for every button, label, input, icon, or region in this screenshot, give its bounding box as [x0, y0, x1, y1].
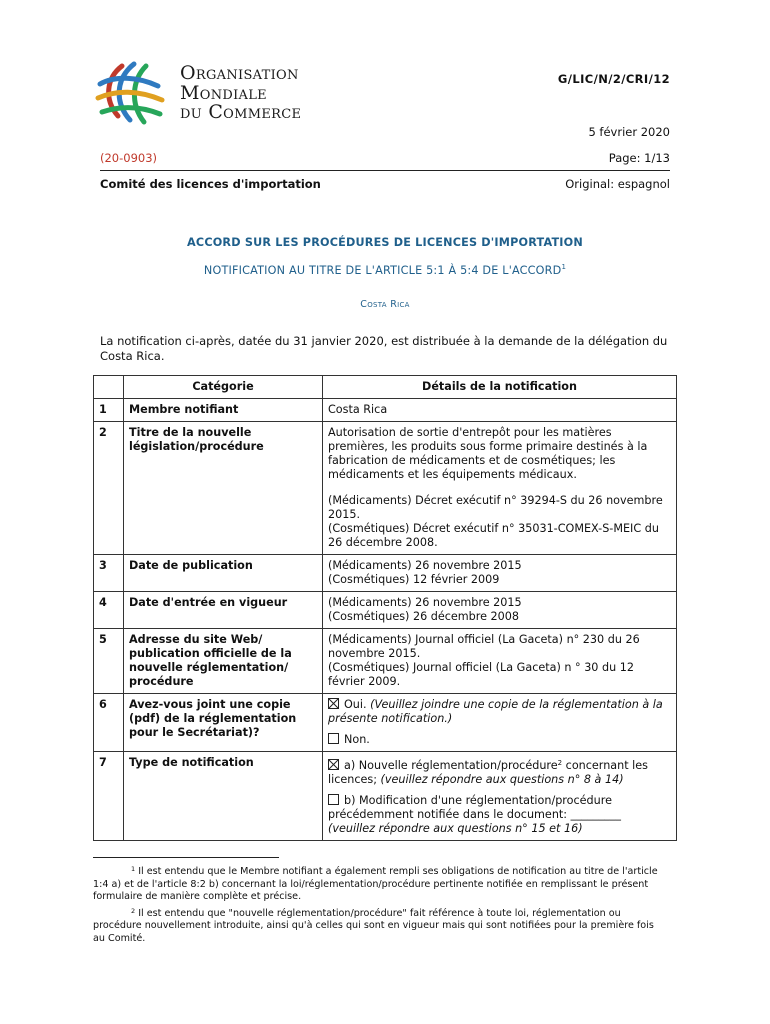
option-yes-label: Oui. — [344, 698, 367, 711]
org-name-line-2: Mondiale — [180, 81, 267, 104]
footnote — [93, 905, 663, 946]
page-number: Page: 1/13 — [608, 151, 670, 165]
checkbox-yes[interactable] — [328, 698, 339, 709]
table-row — [94, 399, 677, 422]
row-details — [323, 752, 677, 841]
detail-text: (Cosmétiques) Journal officiel (La Gaceta) n ° 30 du 12 février 2009. — [328, 661, 634, 688]
footnote-mark: 2 — [131, 906, 136, 915]
detail-text: Costa Rica — [328, 403, 388, 416]
document-symbol: G/LIC/N/2/CRI/12 — [557, 72, 670, 86]
notification-table — [93, 375, 677, 841]
checkbox-no[interactable] — [328, 733, 339, 744]
row-number: 7 — [94, 752, 124, 841]
detail-text: (Cosmétiques) 26 décembre 2008 — [328, 610, 520, 623]
row-number: 6 — [94, 694, 124, 752]
footnote-mark: 1 — [131, 865, 136, 873]
table-header-row — [94, 376, 677, 399]
detail-text: (Médicaments) Journal officiel (La Gaceta) n° 230 du 26 novembre 2015. — [328, 633, 640, 660]
detail-text: (Cosmétiques) Décret exécutif n° 35031-COMEX-S-MEIC du 26 décembre 2008. — [328, 522, 659, 549]
option-a — [328, 756, 671, 787]
row-label: Titre de la nouvelle législation/procédure — [124, 422, 323, 555]
table-row — [94, 629, 677, 694]
option-yes-note: (Veuillez joindre une copie de la réglementation à la présente notification.) — [328, 698, 663, 725]
header-category: Catégorie — [124, 376, 323, 399]
wto-logo-icon — [92, 56, 176, 132]
footnote-divider — [93, 857, 279, 858]
row-label: Date d'entrée en vigueur — [124, 592, 323, 629]
organization-name — [180, 64, 301, 123]
document-title: ACCORD SUR LES PROCÉDURES DE LICENCES D'IMPORTATION — [187, 236, 583, 249]
option-no — [328, 733, 671, 747]
document-reference: (20-0903) — [100, 151, 158, 165]
option-b — [328, 794, 671, 836]
table-row — [94, 592, 677, 629]
header-divider — [100, 170, 670, 171]
checkbox-option-a[interactable] — [328, 759, 339, 770]
row-label: Avez-vous joint une copie (pdf) de la réglementation pour le Secrétariat)? — [124, 694, 323, 752]
row-label: Membre notifiant — [124, 399, 323, 422]
footnote-text: Il est entendu que le Membre notifiant a également rempli ses obligations de notification au titre de l'article 1:4 a) et de l'article 8:2 b) concernant la loi/réglementation/procédure pertinente notifiée en remplissant le présent formulaire de manière complète et précise. — [93, 866, 658, 902]
detail-text: (Médicaments) 26 novembre 2015 — [328, 596, 522, 609]
table-row — [94, 422, 677, 555]
table-row — [94, 555, 677, 592]
row-number: 4 — [94, 592, 124, 629]
intro-paragraph: La notification ci-après, datée du 31 janvier 2020, est distribuée à la demande de la délégation du Costa Rica. — [100, 334, 668, 363]
document-subtitle — [100, 263, 670, 277]
original-language: Original: espagnol — [565, 177, 670, 191]
row-details — [323, 555, 677, 592]
row-details — [323, 399, 677, 422]
option-a-rest: concernant les licences; — [328, 759, 649, 786]
org-name-line-1: Organisation — [180, 62, 299, 84]
option-b-label: b) Modification d'une réglementation/procédure précédemment notifiée dans le document: _________ — [328, 794, 621, 821]
table-row — [94, 694, 677, 752]
detail-text: (Cosmétiques) 12 février 2009 — [328, 573, 500, 586]
row-details — [323, 422, 677, 555]
org-name-line-3: du Commerce — [180, 101, 302, 123]
document-date: 5 février 2020 — [588, 125, 670, 139]
subtitle-text: NOTIFICATION AU TITRE DE L'ARTICLE 5:1 À 5:4 DE L'ACCORD — [203, 264, 562, 277]
option-yes — [328, 698, 671, 726]
detail-text: Autorisation de sortie d'entrepôt pour les matières premières, les produits sous forme primaire destinés à la fabrication de médicaments et de cosmétiques; les médicaments et les équipements médicaux. — [328, 426, 648, 481]
detail-text: (Médicaments) Décret exécutif n° 39294-S du 26 novembre 2015. — [328, 494, 663, 521]
checkbox-option-b[interactable] — [328, 794, 339, 805]
row-details — [323, 629, 677, 694]
detail-text: (Médicaments) 26 novembre 2015 — [328, 559, 522, 572]
footnote — [93, 863, 663, 904]
committee-name: Comité des licences d'importation — [100, 177, 321, 191]
footnotes — [93, 863, 663, 946]
row-number: 1 — [94, 399, 124, 422]
header-num-cell — [94, 376, 124, 399]
option-b-note: (veuillez répondre aux questions n° 15 et 16) — [328, 822, 583, 835]
footnote-ref-1: 1 — [561, 263, 567, 271]
footnote-ref-2: 2 — [557, 759, 563, 767]
row-label: Adresse du site Web/ publication officielle de la nouvelle réglementation/ procédure — [124, 629, 323, 694]
row-number: 3 — [94, 555, 124, 592]
table-row — [94, 752, 677, 841]
row-label: Type de notification — [124, 752, 323, 841]
row-number: 2 — [94, 422, 124, 555]
header-details: Détails de la notification — [323, 376, 677, 399]
footnote-text: Il est entendu que "nouvelle réglementation/procédure" fait référence à toute loi, réglementation ou procédure nouvellement introduite, ainsi qu'à celles qui sont en vigueur mais qui sont notifiées pour la première fois au Comité. — [93, 907, 654, 944]
row-details — [323, 694, 677, 752]
row-label: Date de publication — [124, 555, 323, 592]
notifying-country: Costa Rica — [360, 299, 410, 310]
option-no-label: Non. — [344, 733, 370, 746]
option-a-label: a) Nouvelle réglementation/procédure — [344, 759, 558, 772]
row-details — [323, 592, 677, 629]
option-a-note: (veuillez répondre aux questions n° 8 à 14) — [380, 773, 624, 786]
row-number: 5 — [94, 629, 124, 694]
